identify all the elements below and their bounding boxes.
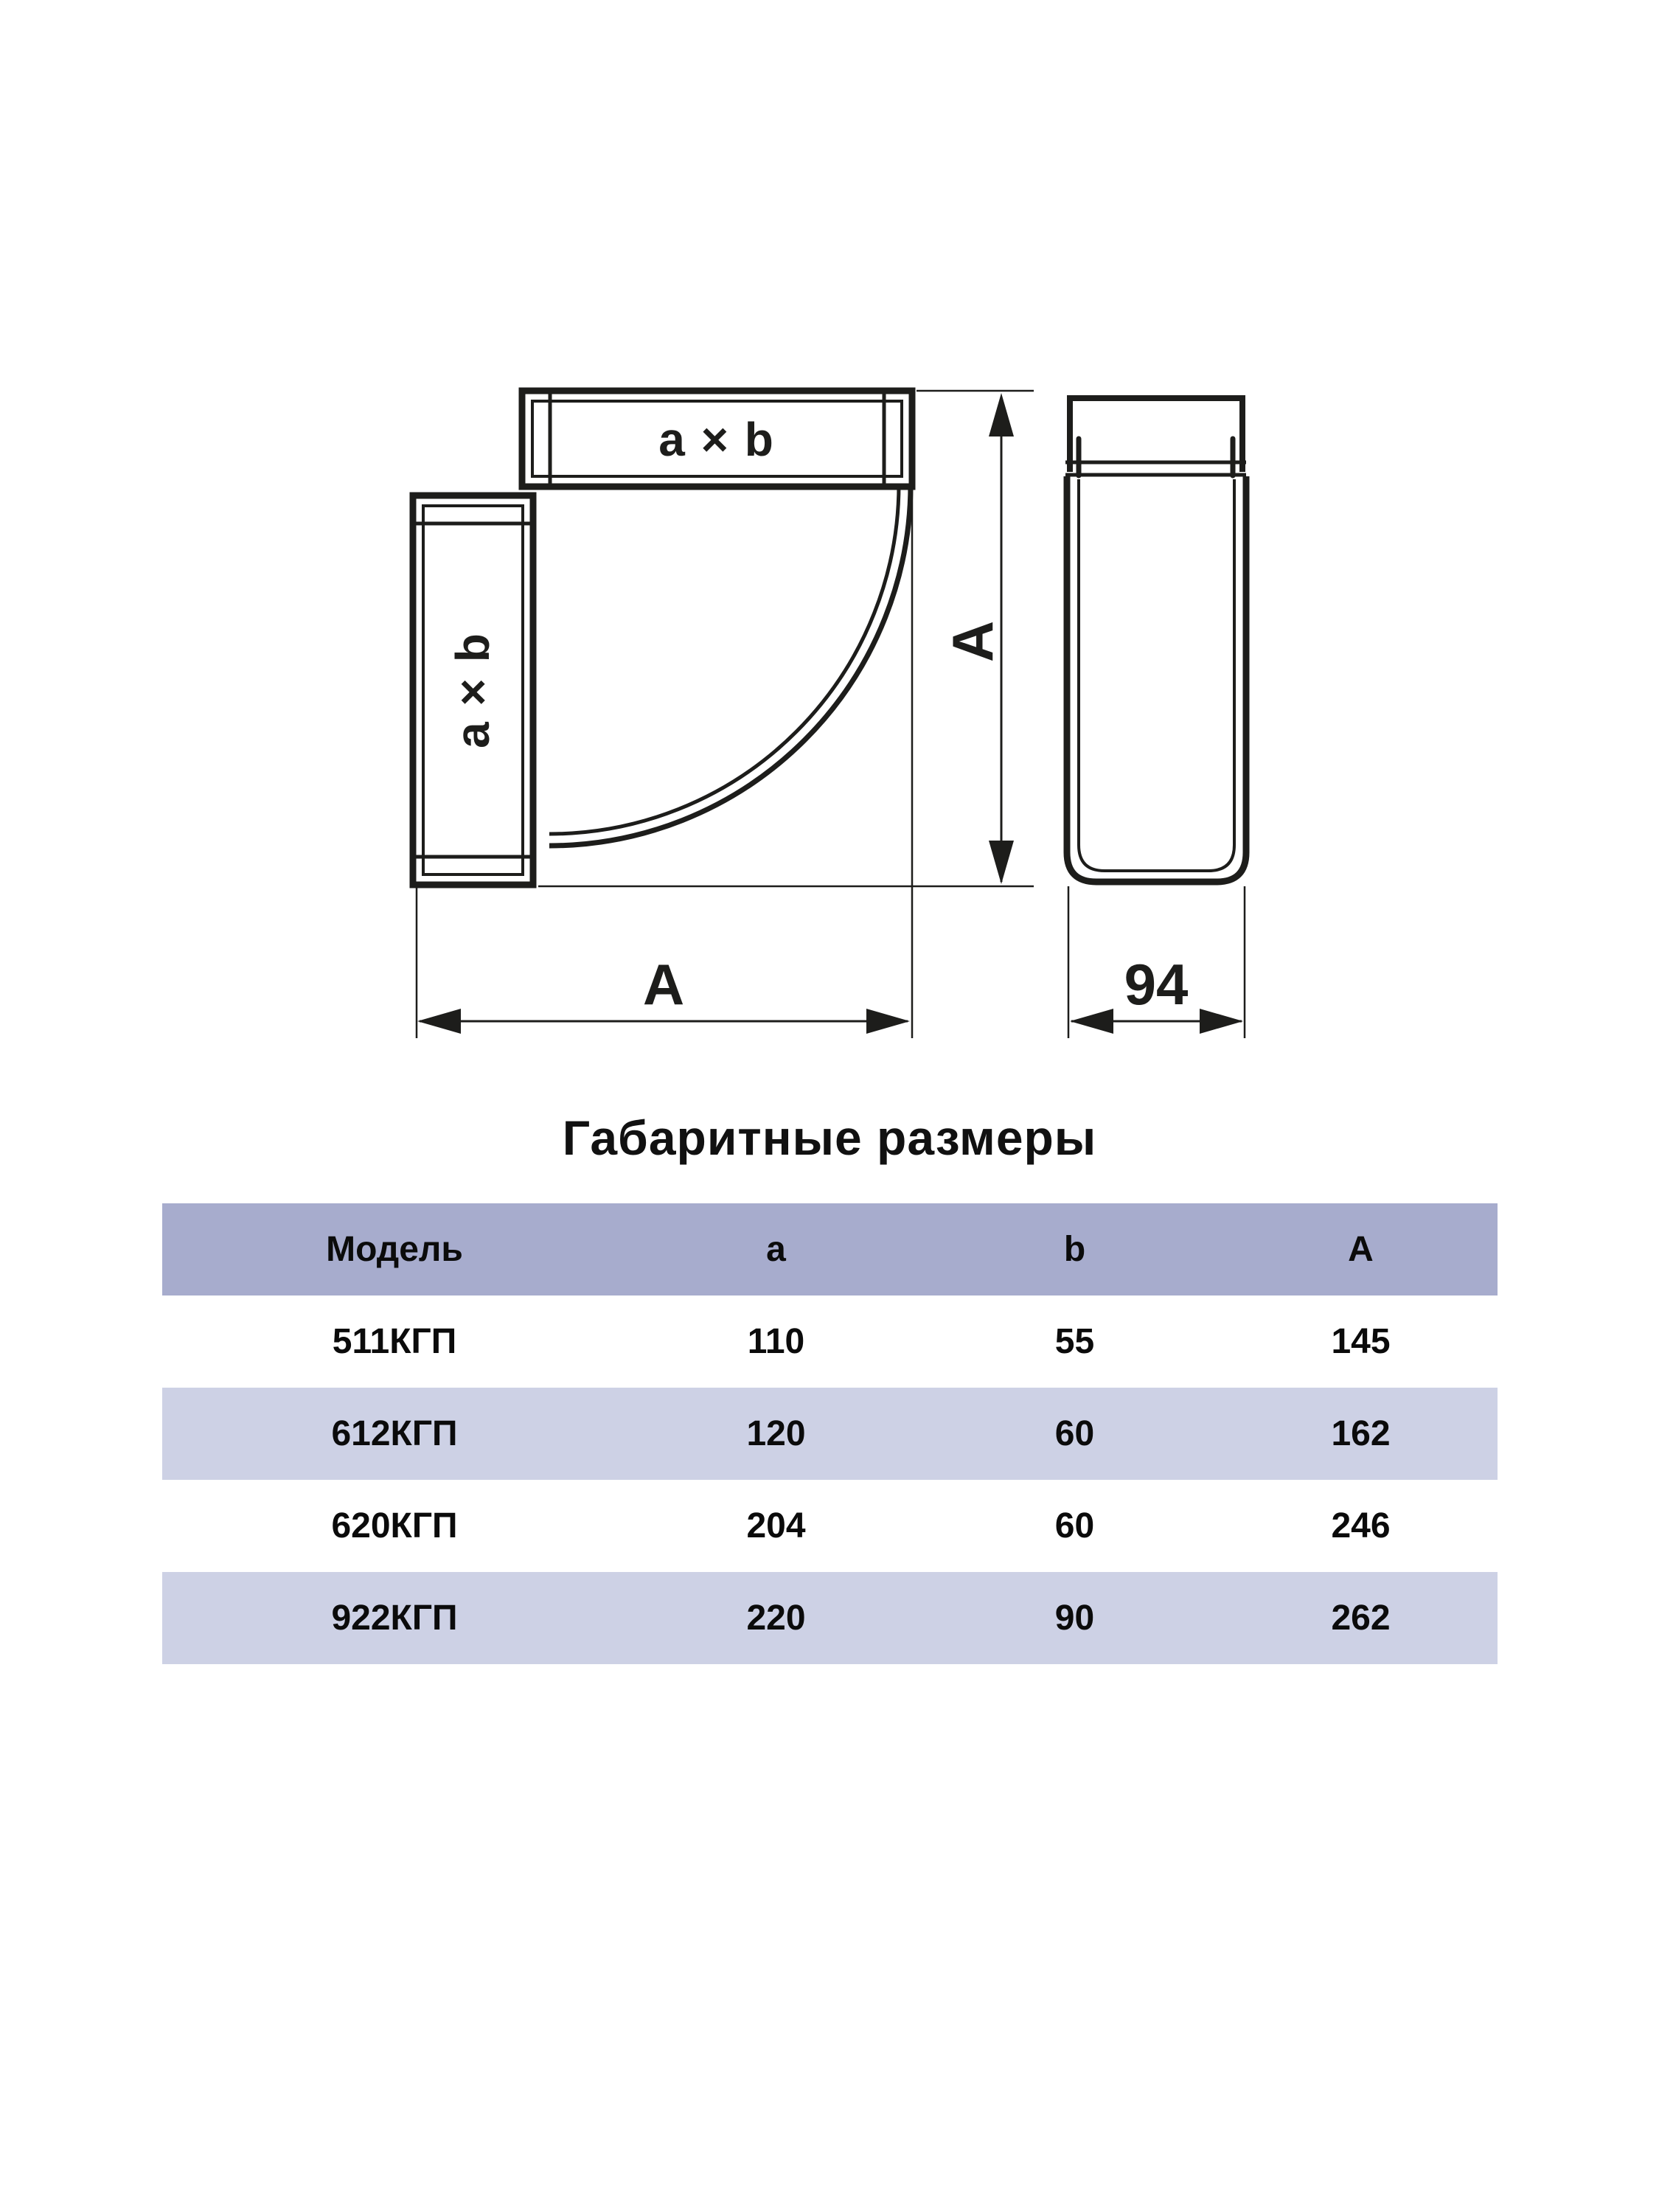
side-view-body [1067, 476, 1246, 882]
table-row [162, 1295, 1498, 1388]
table-row [162, 1572, 1498, 1664]
table-row [162, 1480, 1498, 1572]
arrowhead-up [989, 393, 1014, 437]
cell-b: 60 [1054, 1413, 1095, 1453]
side-view-collar [1065, 398, 1246, 476]
arrowhead-left [417, 1009, 461, 1034]
cell-model: 612КГП [331, 1413, 458, 1453]
header-A: A [1348, 1229, 1374, 1269]
cell-a: 110 [747, 1321, 805, 1361]
dimensions-table [162, 1203, 1498, 1664]
width-dim-letter: A [642, 952, 685, 1017]
header-b: b [1063, 1229, 1086, 1269]
cell-model: 511КГП [332, 1321, 457, 1361]
cell-model: 922КГП [331, 1598, 458, 1638]
cell-A: 162 [1331, 1413, 1391, 1453]
cell-a: 120 [746, 1413, 806, 1453]
cell-b: 55 [1054, 1321, 1095, 1361]
arrowhead-down [989, 841, 1014, 884]
depth-dim-value: 94 [1124, 952, 1189, 1017]
page-title: Габаритные размеры [562, 1110, 1097, 1165]
header-model: Модель [326, 1229, 463, 1269]
header-a: a [766, 1229, 786, 1269]
elbow-front-view [413, 391, 1034, 1038]
elbow-side-view [1065, 398, 1246, 1038]
cell-a: 204 [746, 1506, 806, 1545]
cell-A: 262 [1331, 1598, 1391, 1638]
cell-b: 90 [1054, 1598, 1095, 1638]
side-flange-size-label: a × b [446, 632, 499, 748]
elbow-bend-wall [549, 484, 911, 846]
arrowhead-right [866, 1009, 910, 1034]
table-header-row [162, 1203, 1498, 1295]
height-dim-letter: A [940, 620, 1005, 663]
cell-a: 220 [746, 1598, 806, 1638]
arrowhead-right [1200, 1009, 1243, 1034]
cell-b: 60 [1054, 1506, 1095, 1545]
cell-A: 145 [1331, 1321, 1391, 1361]
cell-model: 620КГП [331, 1506, 458, 1545]
arrowhead-left [1070, 1009, 1113, 1034]
cell-A: 246 [1331, 1506, 1391, 1545]
top-flange-size-label: a × b [658, 413, 775, 466]
table-row [162, 1388, 1498, 1480]
